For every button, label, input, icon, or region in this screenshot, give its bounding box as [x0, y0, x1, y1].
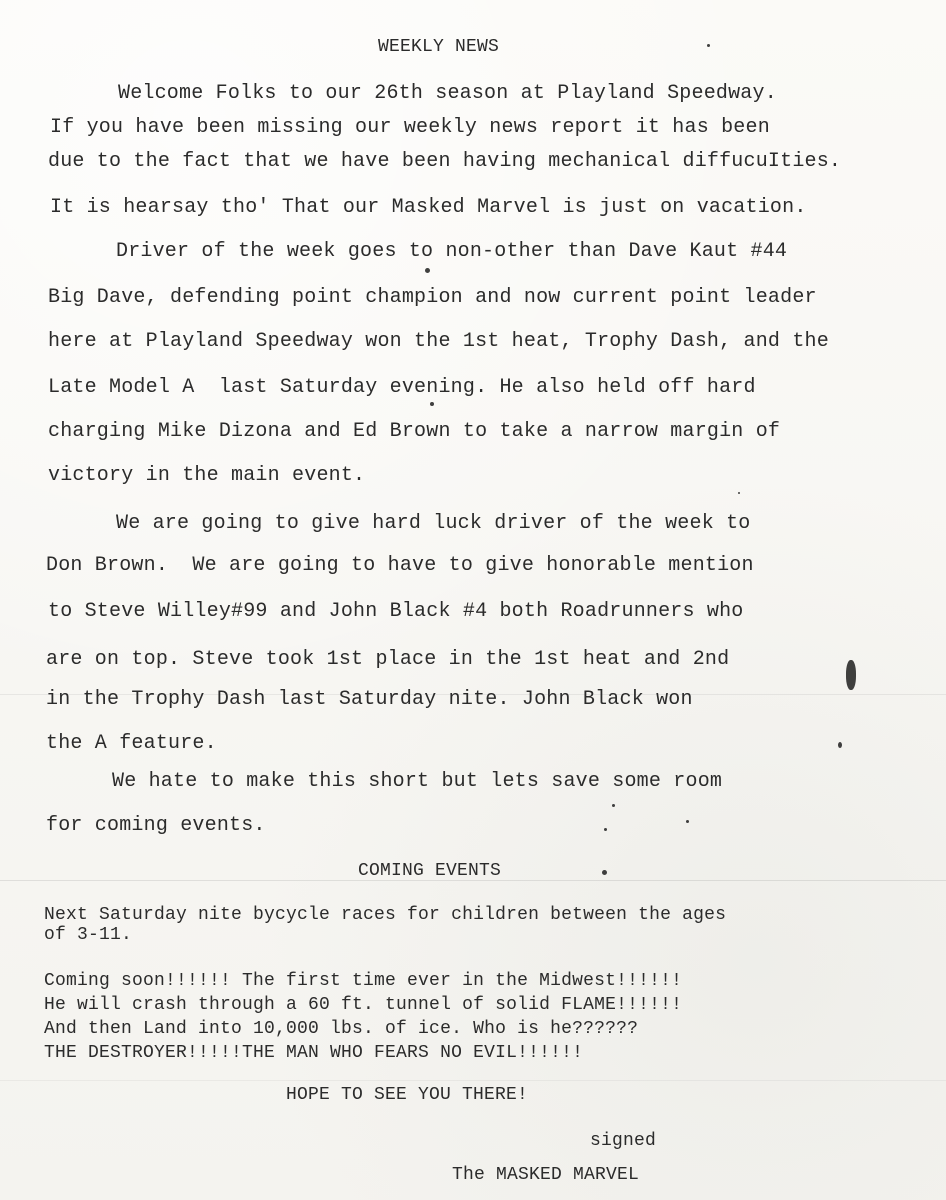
paragraph-line: for coming events.	[46, 814, 266, 837]
ink-speck	[612, 804, 615, 807]
coming-events-line: THE DESTROYER!!!!!THE MAN WHO FEARS NO EVIL!!!!!!	[44, 1043, 584, 1063]
paragraph-line: Big Dave, defending point champion and now current point leader	[48, 286, 817, 309]
paper-fold-line	[0, 1080, 946, 1081]
ink-speck	[604, 828, 607, 831]
paragraph-line: charging Mike Dizona and Ed Brown to take a narrow margin of	[48, 420, 781, 443]
paragraph-line: to Steve Willey#99 and John Black #4 both Roadrunners who	[48, 600, 744, 623]
ink-blot	[846, 660, 856, 690]
ink-speck	[838, 742, 842, 748]
paragraph-line: We hate to make this short but lets save some room	[112, 770, 723, 793]
paragraph-line: Welcome Folks to our 26th season at Playland Speedway.	[118, 82, 777, 105]
paragraph-line: We are going to give hard luck driver of the week to	[116, 512, 751, 535]
ink-speck	[425, 268, 430, 273]
paragraph-line: Don Brown. We are going to have to give honorable mention	[46, 554, 754, 577]
ink-speck	[686, 820, 689, 823]
document-title: WEEKLY NEWS	[378, 37, 500, 57]
paragraph-line: the A feature.	[46, 732, 217, 755]
ink-speck	[430, 402, 434, 406]
coming-events-line: of 3-11.	[44, 925, 133, 945]
coming-events-line: He will crash through a 60 ft. tunnel of solid FLAME!!!!!!	[44, 995, 683, 1015]
paragraph-line: victory in the main event.	[48, 464, 366, 487]
coming-events-line: Next Saturday nite bycycle races for children between the ages	[44, 905, 727, 925]
signature-signed: signed	[590, 1131, 657, 1151]
paragraph-line: Driver of the week goes to non-other than Dave Kaut #44	[116, 240, 788, 263]
paragraph-line: It is hearsay tho' That our Masked Marvel is just on vacation.	[50, 196, 807, 219]
paragraph-line: If you have been missing our weekly news report it has been	[50, 116, 770, 139]
coming-events-line: Coming soon!!!!!! The first time ever in the Midwest!!!!!!	[44, 971, 683, 991]
ink-speck	[707, 44, 710, 47]
ink-speck	[602, 870, 607, 875]
paragraph-line: in the Trophy Dash last Saturday nite. John Black won	[46, 688, 693, 711]
coming-events-line: And then Land into 10,000 lbs. of ice. Who is he??????	[44, 1019, 639, 1039]
paragraph-line: Late Model A last Saturday evening. He also held off hard	[48, 376, 756, 399]
coming-events-heading: COMING EVENTS	[358, 861, 502, 881]
paragraph-line: are on top. Steve took 1st place in the 1st heat and 2nd	[46, 648, 730, 671]
paragraph-line: here at Playland Speedway won the 1st heat, Trophy Dash, and the	[48, 330, 829, 353]
ink-speck	[738, 492, 740, 494]
closing-line: HOPE TO SEE YOU THERE!	[286, 1085, 529, 1105]
signature-name: The MASKED MARVEL	[452, 1165, 640, 1185]
paragraph-line: due to the fact that we have been having mechanical diffucuIties.	[48, 150, 842, 173]
